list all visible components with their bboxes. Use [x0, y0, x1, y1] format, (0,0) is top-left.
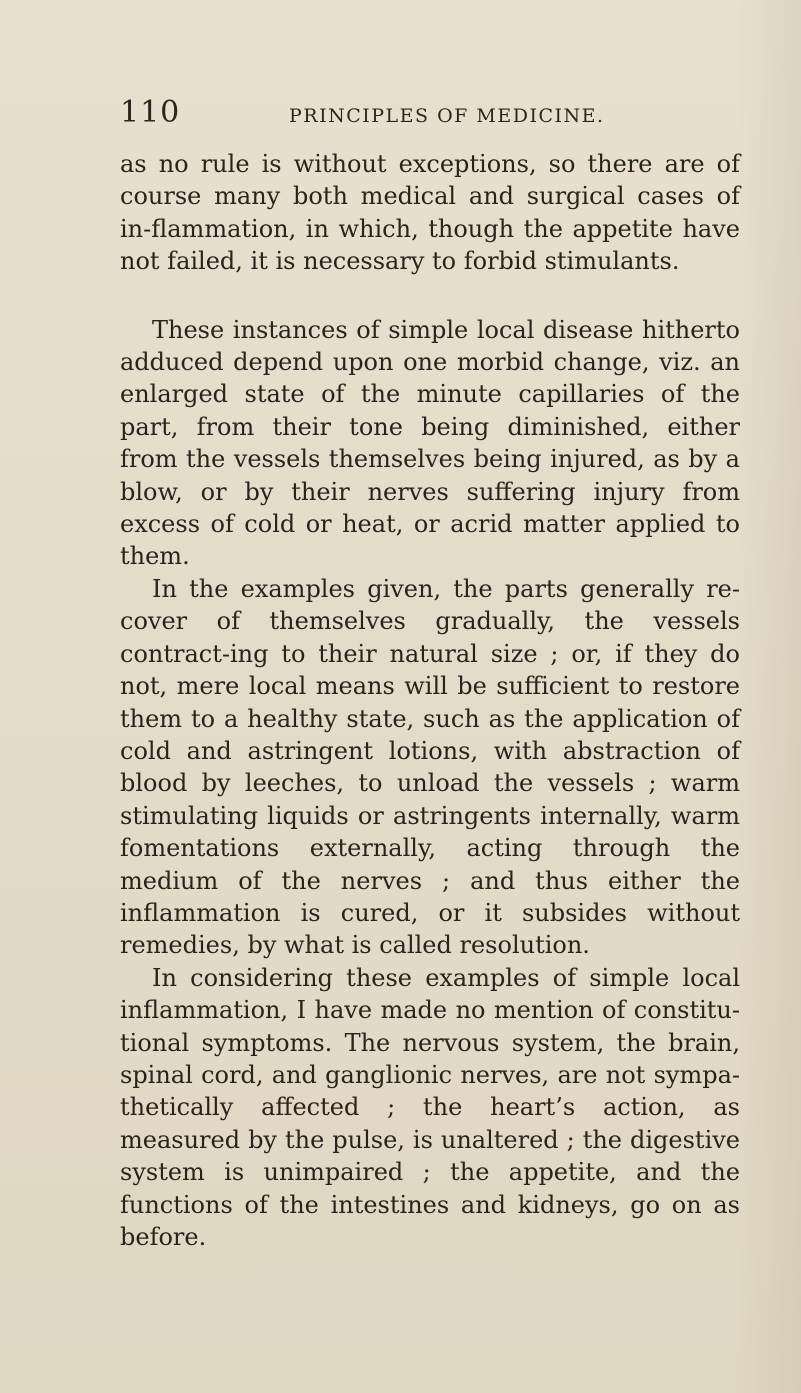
paragraph-continuation: as no rule is without exceptions, so there are of course many both medical and surgical cases of in-flammation, in which, though the appetite have not failed, it is necessary to forbid stimulants. — [120, 150, 740, 276]
running-title: PRINCIPLES OF MEDICINE. — [289, 105, 605, 127]
paragraph-local-disease: These instances of simple local disease hitherto adduced depend upon one morbid change, viz. an enlarged state of the minute capillaries of the part, from their tone being diminished, either from the vessels themselves being injured, as by a blow, or by their nerves suffering injury from excess of cold or heat, or acrid matter applied to them. — [120, 315, 740, 571]
page-number: 110 — [120, 95, 181, 130]
paragraph-examples-recovery: In the examples given, the parts generally re-cover of themselves gradually, the vessels contract-ing to their natural size ; or, if they do not, mere local means will be sufficient to restore them to a healthy state, such as the application of cold and astringent lotions, with abstraction of blood by leeches, to unload the vessels ; warm stimulating liquids or astringents internally, warm fomentations externally, acting through the medium of the nerves ; and thus either the inflammation is cured, or it subsides without remedies, by what is called resolution. — [120, 574, 740, 960]
body-text — [120, 148, 740, 1253]
running-head — [120, 95, 740, 135]
paragraph-constitutional-symptoms: In considering these examples of simple local inflammation, I have made no mention of constitu-tional symptoms. The nervous system, the brain, spinal cord, and ganglionic nerves, are not sympa-thetically affected ; the heart’s action, as measured by the pulse, is unaltered ; the digestive system is unimpaired ; the appetite, and the functions of the intestines and kidneys, go on as before. — [120, 963, 740, 1251]
